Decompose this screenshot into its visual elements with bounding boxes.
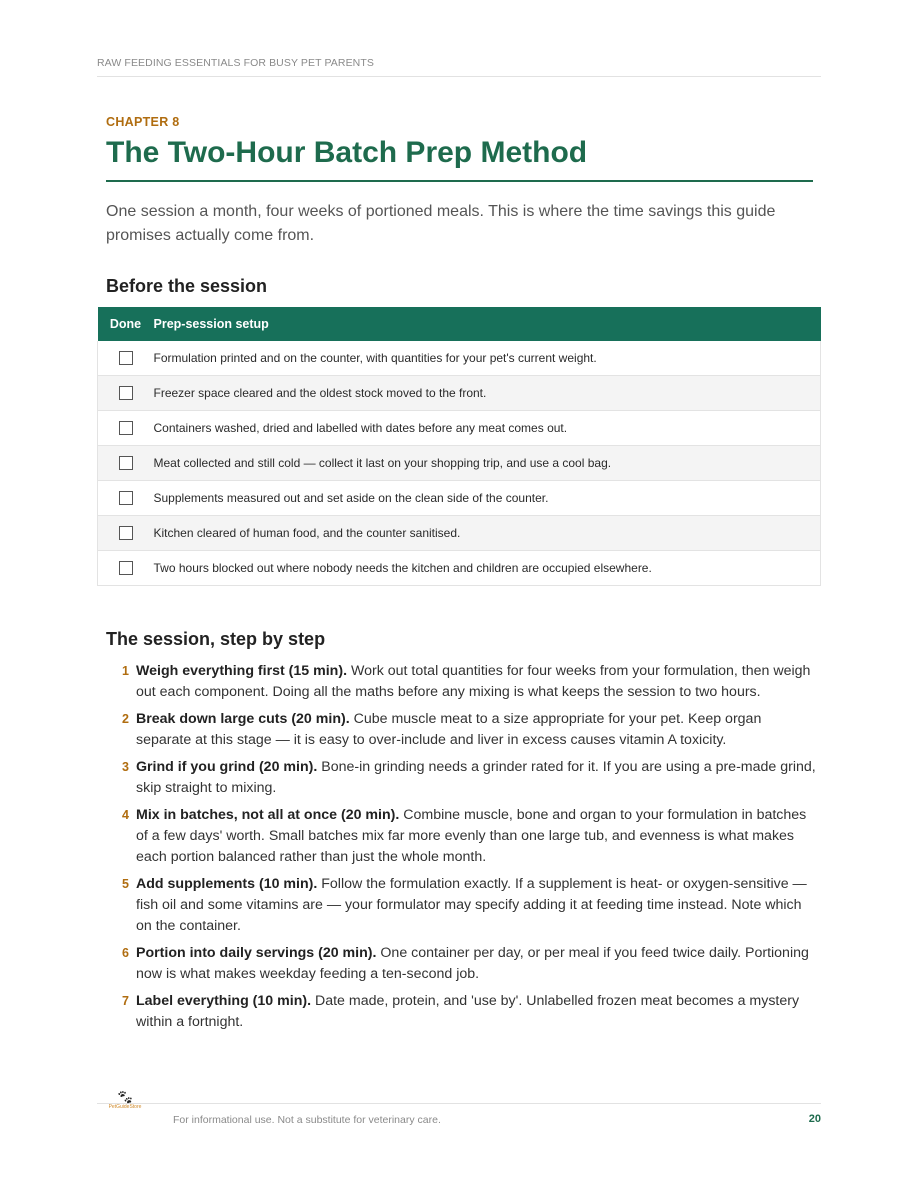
checkbox-cell <box>98 551 154 586</box>
session-steps-heading: The session, step by step <box>106 629 326 649</box>
running-head: RAW FEEDING ESSENTIALS FOR BUSY PET PARENTS <box>97 57 821 77</box>
step-item <box>97 709 821 751</box>
checklist-item-text: Containers washed, dried and labelled with dates before any meat comes out. <box>154 411 821 446</box>
checkbox[interactable] <box>119 456 133 470</box>
checklist-item-text: Two hours blocked out where nobody needs the kitchen and children are occupied elsewhere. <box>154 551 821 586</box>
step-title: Grind if you grind (20 min). <box>136 759 318 775</box>
checkbox[interactable] <box>119 386 133 400</box>
checklist-row <box>98 446 821 481</box>
page-number: 20 <box>808 1113 821 1125</box>
prep-checklist-table <box>97 307 821 586</box>
step-text: Date made, protein, and 'use by'. Unlabelled frozen meat becomes a mystery within a fortnight. <box>136 993 800 1030</box>
checkbox-cell <box>98 411 154 446</box>
checkbox[interactable] <box>119 491 133 505</box>
step-item <box>97 805 821 868</box>
chapter-label: CHAPTER 8 <box>106 115 180 129</box>
brand-logo <box>105 1090 145 1110</box>
step-text: Combine muscle, bone and organ to your formulation in batches of a few days' worth. Small batches mix far more evenly than one large tub, and evenness is what makes each portion balanced rather than just the whole month. <box>136 807 807 865</box>
step-number: 2 <box>122 712 129 726</box>
step-title: Mix in batches, not all at once (20 min). <box>136 807 400 823</box>
checkbox-cell <box>98 481 154 516</box>
step-number: 5 <box>122 877 129 891</box>
step-number: 6 <box>122 946 129 960</box>
step-item <box>97 874 821 937</box>
session-steps-list <box>97 661 821 1039</box>
column-header-task: Prep-session setup <box>154 307 821 341</box>
checkbox-cell <box>98 376 154 411</box>
checklist-item-text: Meat collected and still cold — collect it last on your shopping trip, and use a cool bag. <box>154 446 821 481</box>
step-title: Weigh everything first (15 min). <box>136 663 348 679</box>
step-title: Label everything (10 min). <box>136 993 312 1009</box>
before-session-heading: Before the session <box>106 276 268 296</box>
footer-disclaimer: For informational use. Not a substitute for veterinary care. <box>173 1114 441 1126</box>
checklist-row <box>98 481 821 516</box>
checkbox-cell <box>98 341 154 376</box>
step-text: Bone-in grinding needs a grinder rated for it. If you are using a pre-made grind, skip straight to mixing. <box>136 759 816 796</box>
checkbox[interactable] <box>119 351 133 365</box>
checklist-item-text: Freezer space cleared and the oldest stock moved to the front. <box>154 376 821 411</box>
step-text: Cube muscle meat to a size appropriate for your pet. Keep organ separate at this stage — it is easy to over-include and liver in excess causes vitamin A toxicity. <box>136 711 762 748</box>
column-header-done: Done <box>98 307 154 341</box>
step-text: Follow the formulation exactly. If a supplement is heat- or oxygen-sensitive — fish oil and some vitamins are — your formulator may specify adding it at feeding time instead. Note which on the container. <box>136 876 807 934</box>
checkbox[interactable] <box>119 526 133 540</box>
checklist-item-text: Formulation printed and on the counter, with quantities for your pet's current weight. <box>154 341 821 376</box>
step-number: 4 <box>122 808 129 822</box>
paw-icon: 🐾︎ <box>116 1089 134 1105</box>
chapter-intro: One session a month, four weeks of portioned meals. This is where the time savings this guide promises actually come from. <box>106 203 776 244</box>
checklist-row <box>98 516 821 551</box>
chapter-title: The Two-Hour Batch Prep Method <box>106 136 813 182</box>
checklist-item-text: Kitchen cleared of human food, and the counter sanitised. <box>154 516 821 551</box>
checklist-row <box>98 341 821 376</box>
checklist-row <box>98 376 821 411</box>
step-item <box>97 661 821 703</box>
logo-text: PetGuideStore <box>108 1104 142 1110</box>
checkbox[interactable] <box>119 421 133 435</box>
step-title: Break down large cuts (20 min). <box>136 711 350 727</box>
page-footer <box>97 1089 821 1126</box>
step-item <box>97 943 821 985</box>
step-number: 3 <box>122 760 129 774</box>
step-number: 7 <box>122 994 129 1008</box>
step-text: Work out total quantities for four weeks from your formulation, then weigh out each component. Doing all the maths before any mixing is what keeps the session to two hours. <box>136 663 811 700</box>
step-number: 1 <box>122 664 129 678</box>
step-item <box>97 757 821 799</box>
checkbox-cell <box>98 446 154 481</box>
checklist-header-row <box>98 307 821 341</box>
step-title: Add supplements (10 min). <box>136 876 318 892</box>
step-text: One container per day, or per meal if you feed twice daily. Portioning now is what makes weekday feeding a ten-second job. <box>136 945 809 982</box>
checkbox-cell <box>98 516 154 551</box>
checklist-item-text: Supplements measured out and set aside on the clean side of the counter. <box>154 481 821 516</box>
checklist-row <box>98 551 821 586</box>
step-title: Portion into daily servings (20 min). <box>136 945 377 961</box>
step-item <box>97 991 821 1033</box>
checkbox[interactable] <box>119 561 133 575</box>
checklist-row <box>98 411 821 446</box>
